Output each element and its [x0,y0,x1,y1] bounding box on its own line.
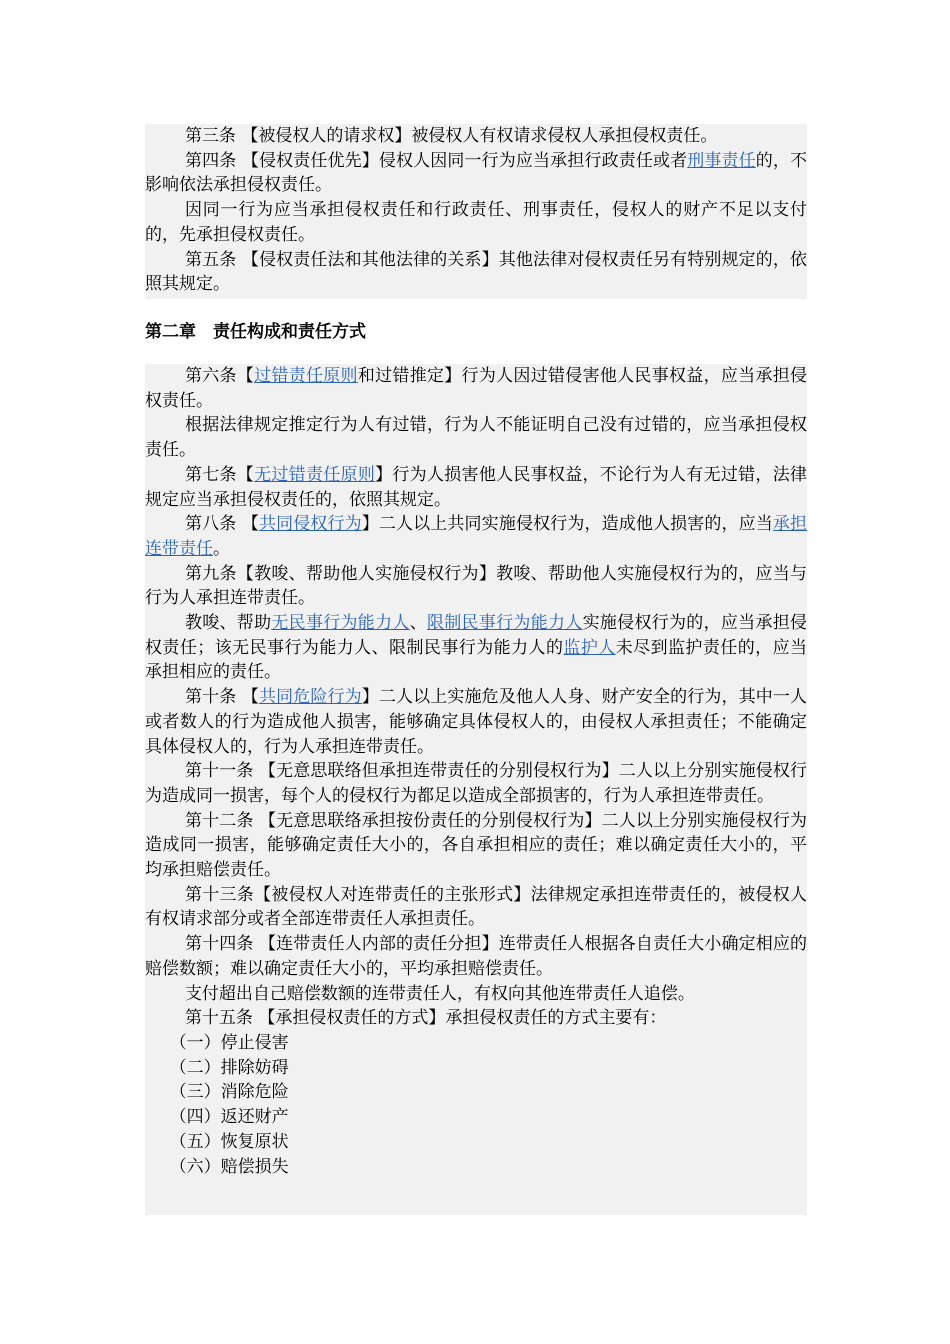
list-item: （二）排除妨碍 [169,1057,289,1078]
article-8-text-end: 。 [213,538,230,559]
link-guardian[interactable]: 监护人 [563,637,616,658]
article-6 [145,364,807,413]
article-8-text: 第八条 【 [184,514,259,535]
link-no-capacity-person[interactable]: 无民事行为能力人 [271,613,410,634]
link-joint-dangerous-act[interactable]: 共同危险行为 [259,687,362,708]
article-5: 第五条 【侵权责任法和其他法律的关系】其他法律对侵权责任另有特别规定的，依照其规定。 [145,249,807,295]
article-9-p2-text-end: 未尽到监护责任的，应当承担相应的责任。 [145,637,808,683]
article-6-text: 第六条【 [184,366,255,386]
list-item: （四）返还财产 [169,1107,289,1128]
link-joint-tort[interactable]: 共同侵权行为 [259,514,362,535]
article-9-paragraph-2 [145,611,807,685]
article-8-text-mid: 】二人以上共同实施侵权行为，造成他人损害的，应当 [361,514,773,535]
article-15: 第十五条 【承担侵权责任的方式】承担侵权责任的方式主要有： [184,1008,667,1029]
article-11: 第十一条 【无意思联络但承担连带责任的分别侵权行为】二人以上分别实施侵权行为造成同一损害，每个人的侵权行为都足以造成全部损害的，行为人承担连带责任。 [145,761,807,806]
list-item: （六）赔偿损失 [169,1156,289,1177]
article-4-text: 第四条 【侵权责任优先】侵权人因同一行为应当承担行政责任或者 [184,150,688,171]
article-9: 第九条【教唆、帮助他人实施侵权行为】教唆、帮助他人实施侵权行为的，应当与行为人承担连带责任。 [145,563,807,609]
article-4 [145,149,807,198]
article-14: 第十四条 【连带责任人内部的责任分担】连带责任人根据各自责任大小确定相应的赔偿数额；难以确定责任大小的，平均承担赔偿责任。 [145,934,807,979]
article-13: 第十三条【被侵权人对连带责任的主张形式】法律规定承担连带责任的，被侵权人有权请求部分或者全部连带责任人承担责任。 [145,884,807,930]
article-9-p2-text-mid: 实施侵权行为的，应当承担侵权责任；该无民事行为能力人、限制民事行为能力人的 [145,613,808,658]
list-item: （五）恢复原状 [169,1131,289,1152]
article-9-p2-text: 教唆、帮助 [184,613,272,634]
article-4-text-end: 的，不影响依法承担侵权责任。 [145,150,808,196]
article-10-text-end: 】二人以上实施危及他人人身、财产安全的行为，其中一人或者数人的行为造成他人损害，能够确定具体侵权人的，由侵权人承担责任；不能确定具体侵权人的，行为人承担连带责任。 [145,687,808,757]
chapter-title: 第二章 责任构成和责任方式 [145,322,366,342]
link-fault-liability-principle[interactable]: 过错责任原则 [254,366,358,386]
article-6-paragraph-2: 根据法律规定推定行为人有过错，行为人不能证明自己没有过错的，应当承担侵权责任。 [145,415,807,461]
article-14-paragraph-2: 支付超出自己赔偿数额的连带责任人，有权向其他连带责任人追偿。 [184,983,695,1004]
link-joint-liability[interactable]: 承担连带责任 [145,514,808,559]
article-4-paragraph-2: 因同一行为应当承担侵权责任和行政责任、刑事责任，侵权人的财产不足以支付的，先承担侵权责任。 [145,200,807,245]
text-block-top [145,124,807,299]
article-3: 第三条 【被侵权人的请求权】被侵权人有权请求侵权人承担侵权责任。 [184,126,718,146]
article-12: 第十二条 【无意思联络承担按份责任的分别侵权行为】二人以上分别实施侵权行为造成同一损害，能够确定责任大小的，各自承担相应的责任；难以确定责任大小的，平均承担赔偿责任。 [145,810,807,881]
article-7-text-end: 】行为人损害他人民事权益，不论行为人有无过错，法律规定应当承担侵权责任的，依照其规定。 [145,464,808,510]
link-no-fault-liability-principle[interactable]: 无过错责任原则 [254,464,376,485]
article-8 [145,512,807,561]
list-item: （一）停止侵害 [169,1032,289,1053]
article-10-text: 第十条 【 [184,687,259,708]
text-block-main [145,364,807,1215]
link-criminal-liability[interactable]: 刑事责任 [687,150,756,171]
article-7-text: 第七条【 [184,464,255,485]
list-item: （三）消除危险 [169,1082,289,1103]
article-9-p2-separator: 、 [409,613,427,634]
article-6-text-end: 和过错推定】行为人因过错侵害他人民事权益，应当承担侵权责任。 [145,366,808,411]
article-7 [145,463,807,512]
article-10 [145,685,807,759]
link-limited-capacity-person[interactable]: 限制民事行为能力人 [426,613,583,634]
